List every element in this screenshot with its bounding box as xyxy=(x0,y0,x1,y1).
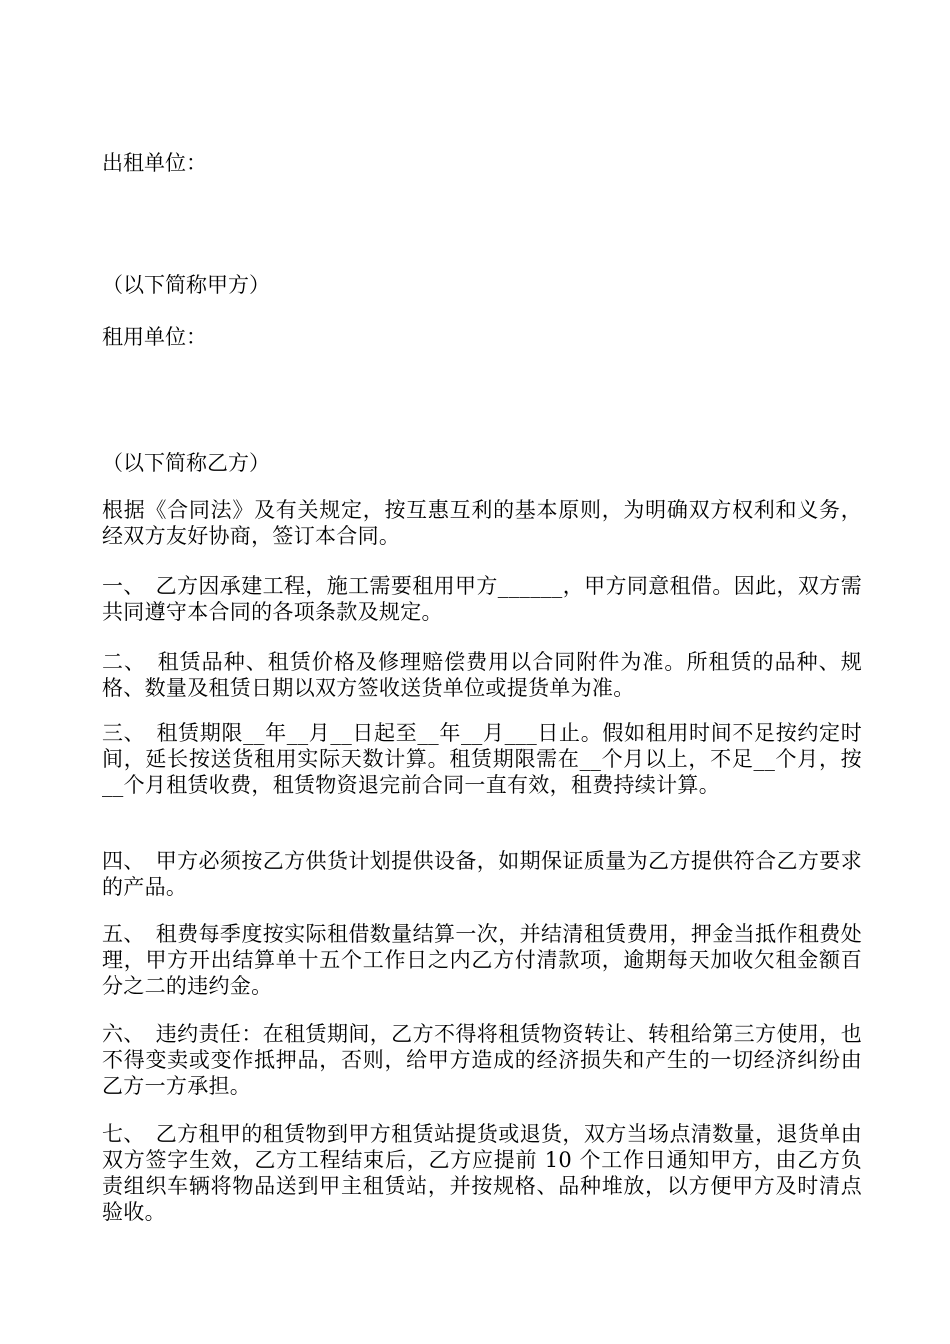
clause-7: 七、 乙方租甲的租赁物到甲方租赁站提货或退货，双方当场点清数量，退货单由双方签字生效，乙方工程结束后，乙方应提前 10 个工作日通知甲方，由乙方负责组织车辆将物品送到甲主租赁站，并按规格、品种堆放，以方便甲方及时清点验收。 xyxy=(102,1122,862,1224)
clause-2: 二、 租赁品种、租赁价格及修理赔偿费用以合同附件为准。所租赁的品种、规格、数量及租赁日期以双方签收送货单位或提货单为准。 xyxy=(102,650,862,700)
clause-1: 一、 乙方因承建工程，施工需要租用甲方______，甲方同意租借。因此，双方需共同遵守本合同的各项条款及规定。 xyxy=(102,574,862,624)
clause-3: 三、 租赁期限__年__月__日起至__年__月___日止。假如租用时间不足按约定时间，延长按送货租用实际天数计算。租赁期限需在__个月以上，不足__个月，按__个月租赁收费，租赁物资退完前合同一直有效，租费持续计算。 xyxy=(102,721,862,797)
clause-4: 四、 甲方必须按乙方供货计划提供设备，如期保证质量为乙方提供符合乙方要求的产品。 xyxy=(102,849,862,899)
lessee-note: （以下简称乙方） xyxy=(102,451,270,475)
preamble-paragraph: 根据《合同法》及有关规定，按互惠互利的基本原则，为明确双方权利和义务，经双方友好协商，签订本合同。 xyxy=(102,498,862,548)
clause-5: 五、 租费每季度按实际租借数量结算一次，并结清租赁费用，押金当抵作租费处理，甲方开出结算单十五个工作日之内乙方付清款项，逾期每天加收欠租金额百分之二的违约金。 xyxy=(102,922,862,998)
lessee-label: 租用单位： xyxy=(102,325,207,349)
clause-6: 六、 违约责任：在租赁期间，乙方不得将租赁物资转让、转租给第三方使用，也不得变卖或变作抵押品，否则，给甲方造成的经济损失和产生的一切经济纠纷由乙方一方承担。 xyxy=(102,1022,862,1098)
lessor-note: （以下简称甲方） xyxy=(102,273,270,297)
lessor-label: 出租单位： xyxy=(102,151,207,175)
